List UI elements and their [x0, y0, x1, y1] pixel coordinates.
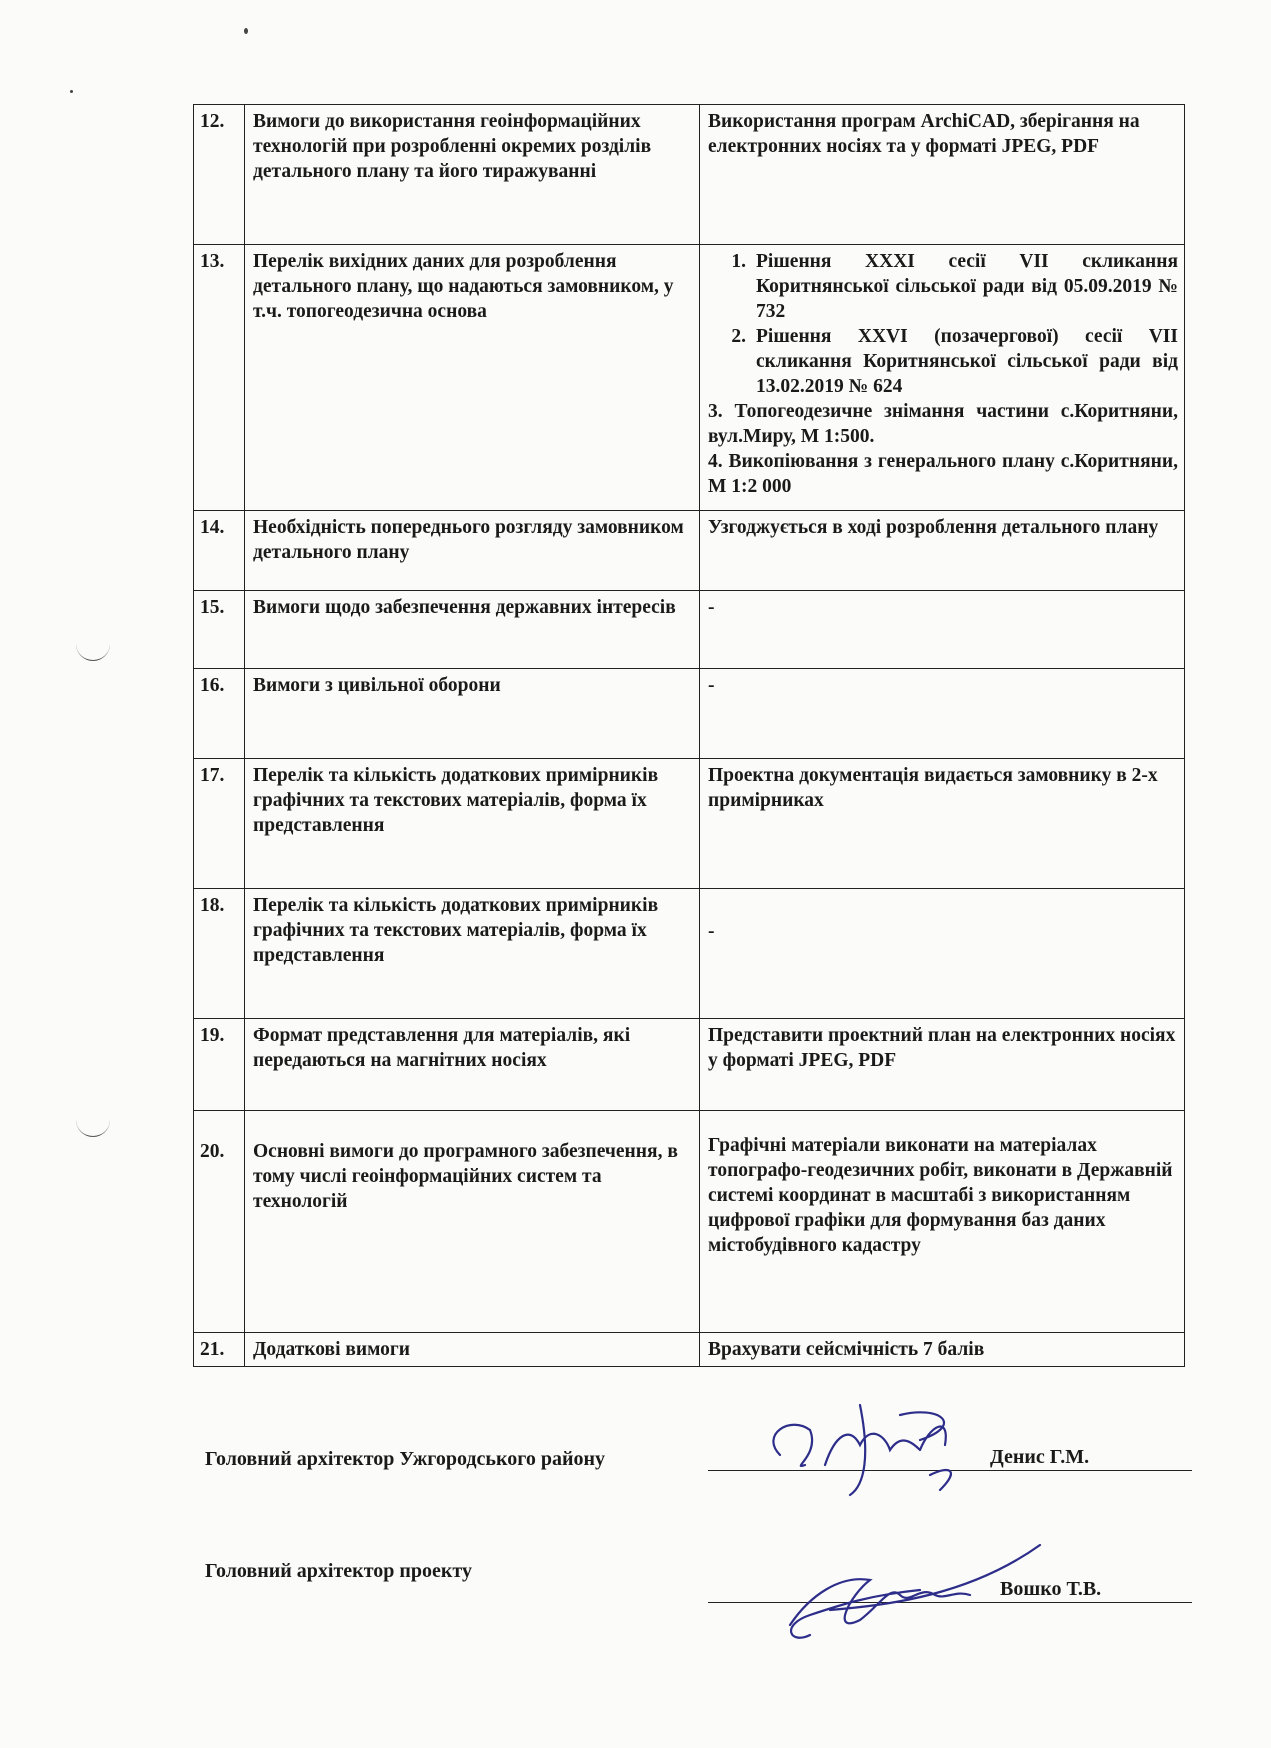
row-number: 15. [194, 591, 245, 669]
table-row [194, 245, 1185, 511]
row-number: 21. [194, 1333, 245, 1367]
requirement-cell: Вимоги щодо забезпечення державних інтересів [245, 591, 700, 669]
scan-speck [70, 90, 73, 93]
row-number: 18. [194, 889, 245, 1019]
row-number: 17. [194, 759, 245, 889]
row-number: 14. [194, 511, 245, 591]
table-row [194, 591, 1185, 669]
requirement-cell: Формат представлення для матеріалів, які передаються на магнітних носіях [245, 1019, 700, 1111]
table-row [194, 1333, 1185, 1367]
table-row [194, 1019, 1185, 1111]
table-row [194, 669, 1185, 759]
requirements-table [193, 104, 1185, 1367]
value-cell: - [700, 889, 1185, 1019]
signatory-name: Вошко Т.В. [1000, 1578, 1102, 1600]
signatory-title: Головний архітектор Ужгородського району [205, 1448, 606, 1470]
requirement-cell: Перелік вихідних даних для розроблення детального плану, що надаються замовником, у т.ч. топогеодезична основа [245, 245, 700, 511]
list-item-number: 2. [731, 326, 746, 347]
handwritten-signature [750, 1395, 980, 1505]
requirement-cell: Перелік та кількість додаткових примірників графічних та текстових матеріалів, форма їх представлення [245, 759, 700, 889]
list-item-text: Рішення XXXI сесії VII скликання Коритнянської сільської ради від 05.09.2019 № 732 [756, 251, 1178, 322]
value-cell: Графічні матеріали виконати на матеріалах топографо-геодезичних робіт, виконати в Державній системі координат в масштабі з використанням цифрової графіки для формування баз даних містобудівного кадастру [700, 1111, 1185, 1333]
row-number: 16. [194, 669, 245, 759]
value-cell: Узгоджується в ході розроблення детального плану [700, 511, 1185, 591]
list-item-text: 3. Топогеодезичне знімання частини с.Коритняни, вул.Миру, М 1:500. [708, 401, 1178, 447]
value-cell: - [700, 591, 1185, 669]
list-item [708, 324, 1178, 399]
signatory-title: Головний архітектор проекту [205, 1560, 472, 1582]
signatory-name: Денис Г.М. [990, 1446, 1090, 1468]
table-row [194, 1111, 1185, 1333]
value-cell: Проектна документація видається замовнику в 2-х примірниках [700, 759, 1185, 889]
row-number: 13. [194, 245, 245, 511]
requirement-cell: Необхідність попереднього розгляду замовником детального плану [245, 511, 700, 591]
requirement-cell: Основні вимоги до програмного забезпечення, в тому числі геоінформаційних систем та технологій [245, 1111, 700, 1333]
list-item-text: Рішення XXVI (позачергової) сесії VII скликання Коритнянської сільської ради від 13.02.2019 № 624 [756, 326, 1178, 397]
value-cell: Представити проектний план на електронних носіях у форматі JPEG, PDF [700, 1019, 1185, 1111]
list-item [708, 249, 1178, 324]
binder-hole-bottom [76, 1118, 110, 1137]
value-cell: Врахувати сейсмічність 7 балів [700, 1333, 1185, 1367]
row-number: 12. [194, 105, 245, 245]
table-row [194, 105, 1185, 245]
requirement-cell: Вимоги з цивільної оборони [245, 669, 700, 759]
table-row [194, 889, 1185, 1019]
requirement-cell: Додаткові вимоги [245, 1333, 700, 1367]
requirement-cell: Перелік та кількість додаткових примірників графічних та текстових матеріалів, форма їх представлення [245, 889, 700, 1019]
binder-hole-top [76, 642, 110, 661]
scan-speck [244, 28, 248, 34]
value-cell [700, 245, 1185, 511]
requirement-cell: Вимоги до використання геоінформаційних технологій при розробленні окремих розділів детального плану та його тиражуванні [245, 105, 700, 245]
list-item-number: 1. [731, 251, 746, 272]
value-cell: Використання програм ArchiCAD, зберігання на електронних носіях та у форматі JPEG, PDF [700, 105, 1185, 245]
table-row [194, 759, 1185, 889]
value-cell: - [700, 669, 1185, 759]
row-number: 20. [194, 1111, 245, 1333]
table-row [194, 511, 1185, 591]
row-number: 19. [194, 1019, 245, 1111]
list-item-text: 4. Викопіювання з генерального плану с.Коритняни, М 1:2 000 [708, 451, 1178, 497]
